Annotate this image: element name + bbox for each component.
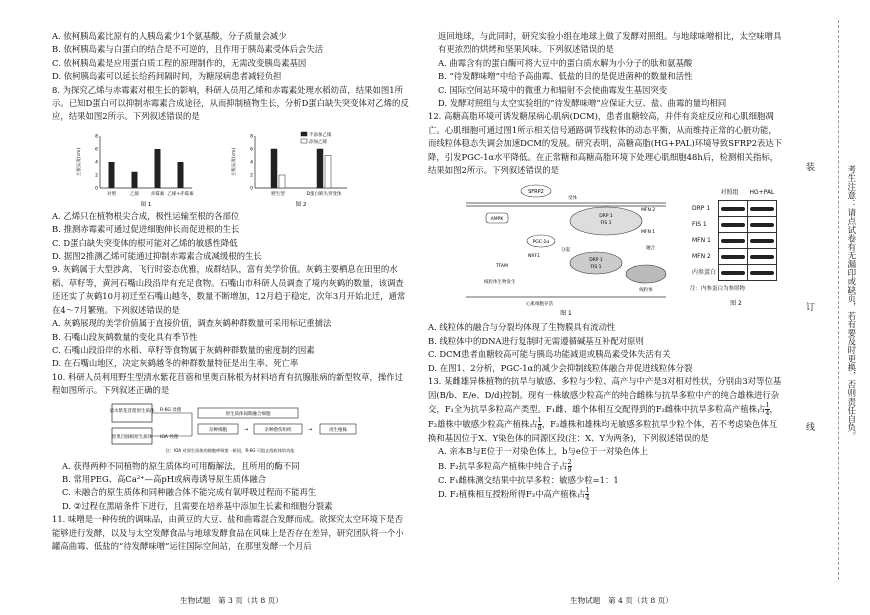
label-pgc: PGC-1α bbox=[532, 240, 550, 246]
flow-step3: 杂种愈伤组织 bbox=[264, 427, 292, 433]
q11-option: A. 曲霉含有的蛋白酶可将大豆中的蛋白质水解为小分子的肽和氨基酸 bbox=[438, 57, 693, 68]
q12-option: D. 在图1、2分析，PGC-1α的减少会抑制线粒体融合并促进线粒体分裂 bbox=[428, 362, 693, 373]
flow-arrow2: → bbox=[308, 426, 313, 433]
blot-band bbox=[748, 249, 777, 265]
y-tick-label: 8 bbox=[95, 134, 98, 140]
q12-stem: 12. 高糖高脂环境可诱发糖尿病心肌病(DCM)，患者血糖较高，并伴有炎症反应和心肌细胞凋亡。心肌细胞可通过图1所示相关信号通路调节线粒体的动态平衡，从而维持正常的心脏功能，而线粒体稳态失调会加速DCM的发展。研究表明，高糖高脂(HG+PAL)环境导致SFRP2表达下降，引发PGC-1α水平降低。在正常糖和高糖高脂环境下处理心肌细胞48h后，检测相关指标，结果如图2所示。下列叙述错误的是 bbox=[428, 111, 783, 176]
blot-row-label: DRP 1 bbox=[692, 205, 711, 213]
label-fis1b: FIS 1 bbox=[590, 265, 602, 271]
q10-option: A. 获得两种不同植物的原生质体均可用酶解法，且所用的酶不同 bbox=[62, 460, 300, 471]
x-tick-label: 赤霉素 bbox=[150, 191, 165, 197]
y-tick-label: 2 bbox=[250, 173, 253, 179]
q10-option: D. ②过程在黑暗条件下进行，且需要在培养基中添加生长素和细胞分裂素 bbox=[62, 500, 333, 511]
q10-option: C. 未融合的原生质体和同种融合体不能完成有氧呼吸过程而不能再生 bbox=[62, 487, 317, 498]
q8-option: C. D蛋白缺失突变体的根可能对乙烯的敏感性降低 bbox=[52, 237, 238, 248]
q7-option: D. 依柯胰岛素可以延长给药间隔时间，为糖尿病患者减轻负担 bbox=[52, 71, 282, 82]
legend-label: 不添加乙烯 bbox=[309, 132, 332, 138]
flow-r6g: R-6G 处理 bbox=[160, 407, 182, 413]
label-fusion: 融合 bbox=[646, 246, 655, 252]
blot-band bbox=[748, 217, 777, 233]
x-tick-label: 野生型 bbox=[271, 191, 285, 197]
q10-option: B. 常用PEG、高Ca²⁺—高pH或病毒诱导原生质体融合 bbox=[62, 473, 267, 484]
y-tick-label: 6 bbox=[250, 147, 253, 153]
bar bbox=[271, 149, 277, 188]
fraction: $\frac{1}{4}$ bbox=[585, 486, 590, 503]
label-receptor: 受体 bbox=[568, 196, 577, 202]
legend-swatch bbox=[301, 132, 307, 136]
y-tick-label: 0 bbox=[250, 186, 253, 192]
label-mfn1: MFN 1 bbox=[641, 230, 656, 236]
q9-option: D. 在石嘴山地区，决定灰鹤越冬的种群数量特征是出生率、死亡率 bbox=[52, 358, 299, 369]
blot-band bbox=[719, 265, 748, 281]
q7-option: A. 依柯胰岛素比原有的人胰岛素少1个氨基酸，分子质量会减少 bbox=[52, 31, 287, 41]
fig2-caption: 图 2 bbox=[730, 299, 742, 307]
bar bbox=[132, 172, 138, 188]
flow-box1: 清水紫花苜蓿原生质体 bbox=[109, 408, 155, 414]
q13-tail-text: ，F₂雄株和雄株均无敏感多粒抗旱少粒个体，若不考虑染色体互换和基因位于X、Y染色体的同源区段(注：X、Y为两条)，下列叙述错误的是 bbox=[428, 418, 778, 443]
exam-notice: 考生注意：请点试卷有无漏印或缺页，若有要及时更换，否则责任自负。 bbox=[845, 165, 856, 441]
y-tick-label: 6 bbox=[95, 147, 98, 153]
label-survival: 心肌细胞存活 bbox=[526, 302, 553, 308]
blot-band bbox=[719, 249, 748, 265]
blot-row-label: MFN 2 bbox=[692, 253, 711, 261]
blot-band bbox=[748, 233, 777, 249]
figure-caption: 图 1 bbox=[140, 201, 152, 208]
q13-stem-text: 13. 某雌雄异株植物的抗旱与敏感、多粒与少粒、高产与中产是3对相对性状，分别由3对等位基因(B/b、E/e、D/d)控制。现有一株敏感少粒高产的纯合雌株与抗旱多粒中产的纯合雄株进行杂交，F₁全为抗旱多粒高产类型。F₁雌、雄个体相互交配得到的F₂雌株中抗旱多粒高产植株占 bbox=[428, 376, 782, 414]
blot-band bbox=[748, 265, 777, 281]
x-tick-label: 对照 bbox=[107, 191, 116, 197]
flow-note: 注：IOA 对原生质体的细胞呼吸第一阶段，R-6G 可阻止线粒体的功能 bbox=[165, 447, 295, 453]
legend-label: 添加乙烯 bbox=[309, 139, 327, 145]
y-tick-label: 4 bbox=[95, 160, 98, 166]
fig2-western-blot bbox=[690, 185, 782, 310]
flow-ioa: IOA 处理 bbox=[160, 434, 179, 440]
fig1-pathway-diagram bbox=[456, 179, 686, 317]
bar bbox=[325, 155, 331, 188]
q10-flow-diagram bbox=[52, 400, 409, 458]
left-footer: 生物试题 第 3 页（共 8 页） bbox=[180, 596, 283, 605]
q13-mid-text: ，F₂雄株中敏感少粒高产植株占 bbox=[428, 403, 778, 429]
flow-step2: 杂种细胞 bbox=[209, 427, 227, 433]
blot-col-hg: HG+PAL bbox=[749, 189, 775, 197]
fig1-bar-chart bbox=[72, 126, 202, 208]
label-tfam: TFAM bbox=[496, 264, 508, 270]
label-ampk: AMPK bbox=[490, 217, 504, 223]
q8-option: A. 乙烯只在植物根尖合成，极性运输至根的各部位 bbox=[52, 210, 240, 221]
bar bbox=[178, 162, 184, 188]
bar bbox=[317, 149, 323, 188]
fig1-caption: 图 1 bbox=[560, 310, 572, 318]
q8-stem: 8. 为探究乙烯与赤霉素对根生长的影响，科研人员用乙烯和赤霉素处理水稻幼苗，结果如图1所示。已知D蛋白可以抑制赤霉素合成途径，从而抑制植物生长，分析D蛋白缺失突变体对乙烯的反应，结果如图2所示。下列叙述错误的是 bbox=[52, 84, 409, 122]
q12-option: C. DCM患者血糖较高可能与胰岛功能减退或胰岛素受体失活有关 bbox=[428, 349, 671, 360]
blot-col-control: 对照组 bbox=[720, 189, 739, 197]
bar bbox=[155, 149, 161, 188]
q9-option: A. 灰鹤展现的美学价值属于直接价值，调查灰鹤种群数量可采用标记重捕法 bbox=[52, 318, 332, 329]
q12-option: B. 线粒体中的DNA进行复制时无需遵循碱基互补配对原则 bbox=[428, 335, 644, 346]
fig2-bar-chart bbox=[227, 126, 357, 208]
x-tick-label: D蛋白缺失突变体 bbox=[306, 191, 342, 197]
bar bbox=[279, 175, 285, 188]
legend-swatch bbox=[301, 139, 307, 143]
right-footer: 生物试题 第 4 页（共 8 页） bbox=[570, 596, 673, 605]
fraction: $\frac{2}{9}$ bbox=[567, 457, 572, 474]
label-biogenesis: 线粒体生物发生 bbox=[484, 280, 516, 286]
y-tick-label: 2 bbox=[95, 173, 98, 179]
bar bbox=[109, 162, 115, 188]
y-tick-label: 4 bbox=[250, 160, 253, 166]
flow-box2: 里奥百脉根原生质体 bbox=[111, 434, 153, 440]
q8-option: D. 据图2推测乙烯可能通过抑制赤霉素合成减缓根的生长 bbox=[52, 251, 262, 262]
y-tick-label: 8 bbox=[250, 134, 253, 140]
flow-svg bbox=[52, 400, 409, 458]
right-page bbox=[428, 30, 783, 502]
q11-continuation: 返回地球，与此同时，研究实验小组在地球上做了发酵对照组。与地球味噌相比，太空味噌具有更浓烈的烘烤和坚果风味。下列叙述错误的是 bbox=[438, 31, 782, 55]
blot-band bbox=[719, 217, 748, 233]
blot-row-label: 内参蛋白 bbox=[692, 269, 717, 277]
q12-option: A. 线粒体的融合与分裂均体现了生物膜具有流动性 bbox=[428, 322, 616, 333]
binding-mark: 装 bbox=[806, 163, 816, 173]
y-axis-label: 主根长度(cm) bbox=[232, 147, 237, 177]
q11-stem: 11. 味噌是一种传统的调味品，由黄豆的大豆、盐和曲霉混合发酵而成。欲探究太空环境下是否能够进行发酵，以及与太空发酵食品与地球发酵食品在风味上是否存在差异，研究团队将一个小罐高曲霉、低盐的“待发酵味噌”运往国际空间站，在那里发酵一个月后 bbox=[52, 514, 404, 551]
binding-mark: 订 bbox=[806, 303, 816, 313]
x-tick-label: 乙烯+赤霉素 bbox=[167, 191, 194, 197]
q9-stem: 9. 灰鹤属于大型涉禽，飞行时姿态优雅，成群结队，富有美学价值。灰鹤主要栖息在田里的水稻、草籽等，黄河石嘴山段沿岸有充足食物。石嘴山市科研人员调查了境内灰鹤的数量，该调查还还实了灰鹤10月初迁至石嘴山越冬，数量不断增加，12月趋于稳定，次年3月开始北迁，通常在4～7月繁殖。下列叙述错误的是 bbox=[52, 264, 406, 315]
q12-figures bbox=[428, 179, 783, 319]
q11-option: D. 发酵对照组与太空实验组的“待发酵味噌”应保证大豆、盐、曲霉的量均相同 bbox=[438, 98, 727, 109]
flow-arrow1: → bbox=[244, 426, 249, 433]
binding-mark: 线 bbox=[806, 423, 816, 433]
q8-option: B. 推测赤霉素可通过促进细胞伸长而促进根的生长 bbox=[52, 224, 240, 235]
q11-option: C. 国际空间站环境中的微重力和辐射不会使曲霉发生基因突变 bbox=[438, 84, 668, 95]
q10-stem: 10. 科研人员利用野生型清水紫花苜蓿和里奥百脉根为材料培育有抗腺胀病的新型牧草，操作过程如图所示。下列叙述正确的是 bbox=[52, 371, 403, 396]
q13-option: B. F₂抗旱多粒高产植株中纯合子占 $\frac{2}{9}$ bbox=[438, 457, 572, 474]
q13-stem bbox=[428, 375, 783, 445]
q7-option: C. 依柯胰岛素是应用蛋白质工程的原理制作的，无需改变胰岛素基因 bbox=[52, 57, 307, 68]
q9-option: B. 石嘴山段灰鹤数量的变化具有季节性 bbox=[52, 331, 198, 342]
y-tick-label: 0 bbox=[95, 186, 98, 192]
label-fission: 分裂 bbox=[561, 248, 570, 254]
q11-option: B. “待发酵味噌”中给予高曲霉、低盐的目的是促进菌种的数量和活性 bbox=[438, 71, 693, 82]
blot-band bbox=[719, 233, 748, 249]
label-mfn2: MFN 2 bbox=[641, 208, 656, 214]
label-nrf1: NRF1 bbox=[528, 254, 540, 260]
blot-band bbox=[719, 201, 748, 217]
flow-step4: 再生植株 bbox=[329, 427, 347, 433]
binding-line bbox=[838, 20, 839, 580]
left-page bbox=[52, 30, 409, 553]
x-tick-label: 乙烯 bbox=[130, 191, 139, 197]
label-fis1: FIS 1 bbox=[600, 221, 612, 227]
q13-option: A. 亲本B与E位于一对染色体上，b与e位于一对染色体上 bbox=[438, 446, 648, 457]
q13-option: C. F₁雌株测交结果中抗旱多粒：敏感少粒=1：1 bbox=[438, 474, 619, 485]
fraction: $\frac{1}{8}$ bbox=[537, 415, 542, 432]
q9-option: C. 石嘴山段沿岸的水稻、草籽等食物属于灰鹤种群数量的密度制约因素 bbox=[52, 344, 315, 355]
fraction: $\frac{1}{4}$ bbox=[765, 400, 770, 417]
q7-option: B. 依柯胰岛素与白蛋白的结合是不可逆的，且作用于胰岛素受体后会失活 bbox=[52, 44, 324, 55]
blot-band bbox=[748, 201, 777, 217]
fig2-note: 注：内参蛋白为参照物 bbox=[690, 286, 746, 293]
label-sfrp2: SFRP2 bbox=[528, 189, 544, 196]
flow-step1: 原生质体间期融合细胞 bbox=[225, 411, 271, 417]
label-mito: 线粒体 bbox=[639, 288, 653, 294]
label-drp1: DRP 1 bbox=[599, 214, 613, 220]
q8-figures bbox=[52, 126, 409, 208]
label-drp1b: DRP 1 bbox=[589, 258, 603, 264]
y-axis-label: 主根长度(cm) bbox=[77, 147, 82, 177]
q13-option: D. F₂植株相互授粉所得F₃中高产植株占 $\frac{1}{4}$ bbox=[438, 486, 590, 503]
blot-row-label: FIS 1 bbox=[692, 221, 707, 229]
figure-caption: 图 2 bbox=[295, 201, 307, 208]
blot-row-label: MFN 1 bbox=[692, 237, 711, 245]
